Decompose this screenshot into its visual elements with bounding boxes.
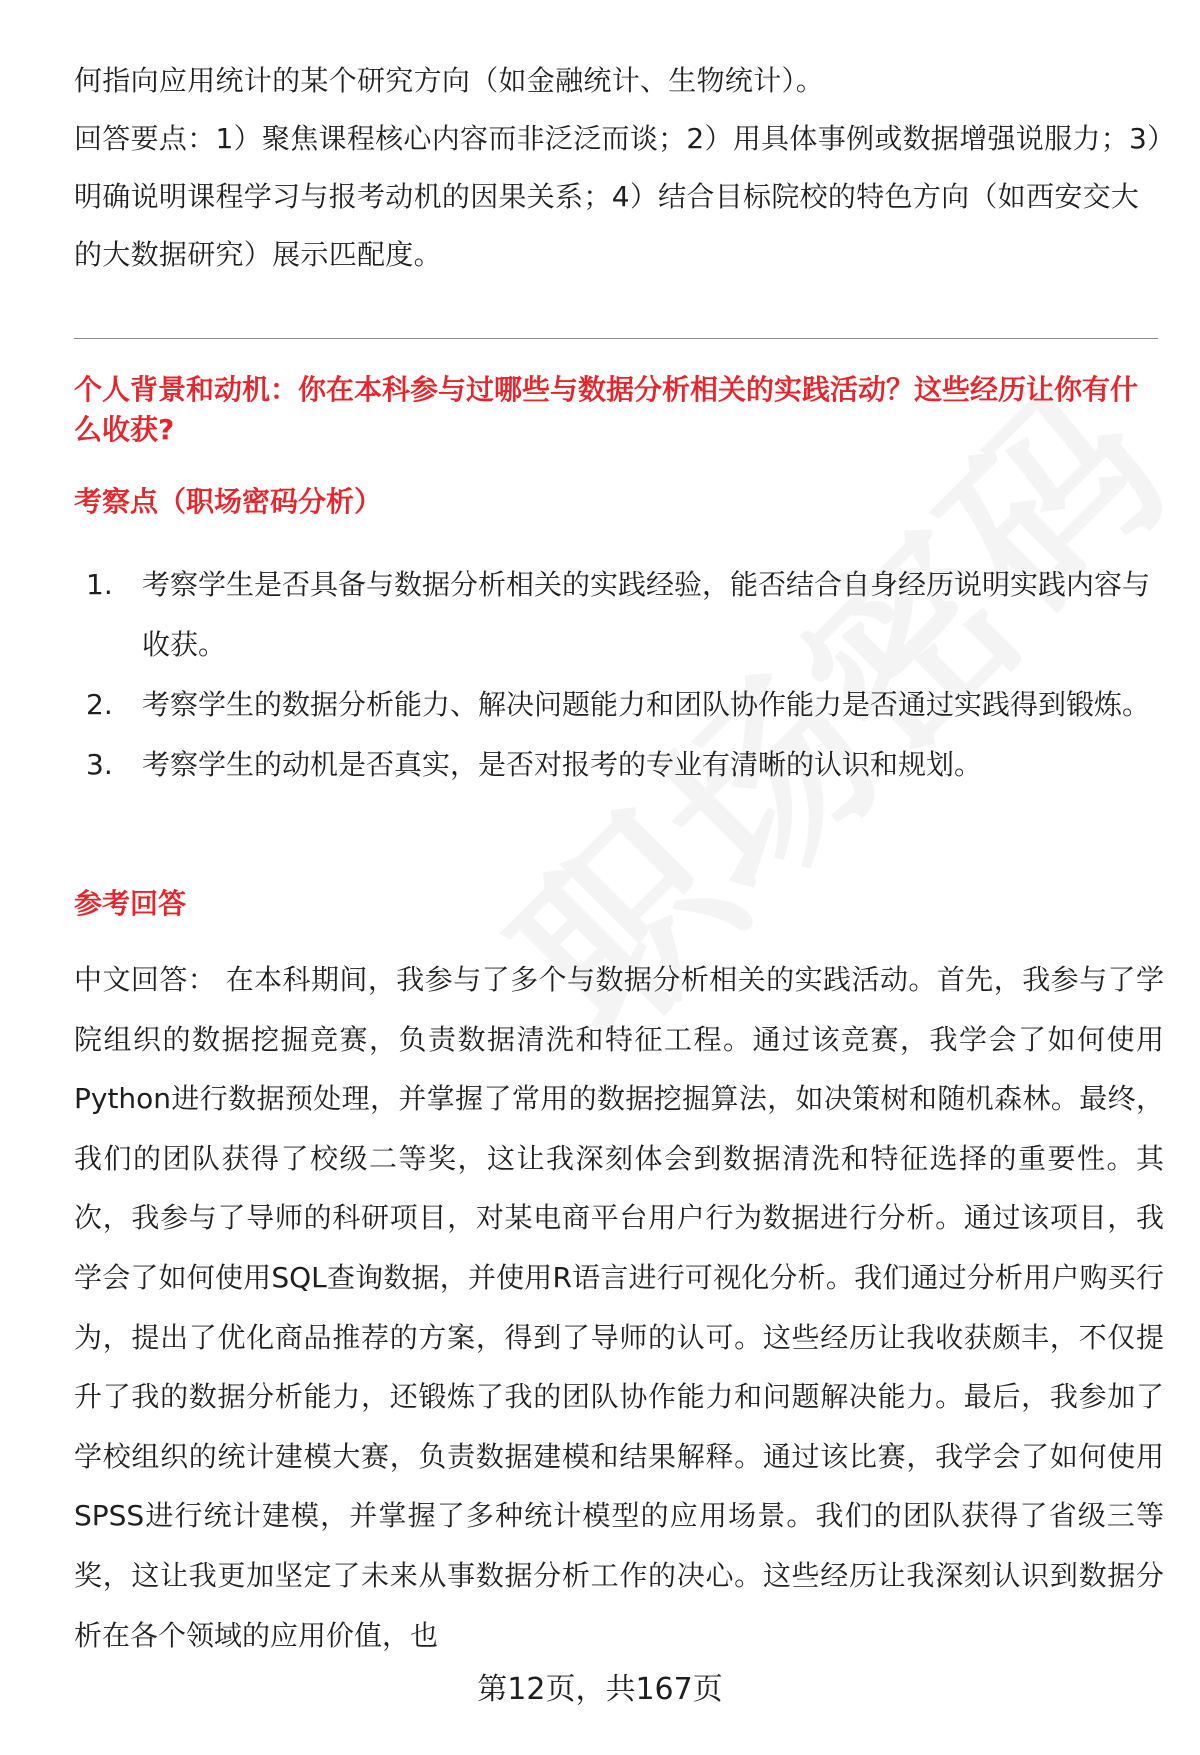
page-footer: 第12页，共167页 <box>477 1672 723 1707</box>
section-divider <box>74 338 1158 339</box>
list-text: 考察学生是否具备与数据分析相关的实践经验，能否结合自身经历说明实践内容与收获。 <box>142 568 1151 661</box>
list-item <box>74 735 1164 795</box>
list-item <box>74 555 1164 675</box>
list-text: 考察学生的动机是否真实，是否对报考的专业有清晰的认识和规划。 <box>142 748 983 781</box>
list-number: 1. <box>86 568 113 601</box>
intro-line: 何指向应用统计的某个研究方向（如金融统计、生物统计）。 <box>74 64 825 97</box>
intro-section <box>74 52 1164 284</box>
list-number: 3. <box>86 748 113 781</box>
assessment-heading: 考察点（职场密码分析） <box>74 485 383 518</box>
question-heading: 个人背景和动机：你在本科参与过哪些与数据分析相关的实践活动？这些经历让你有什么收获? <box>74 373 1139 446</box>
list-number: 2. <box>86 688 113 721</box>
list-item <box>74 675 1164 735</box>
answer-points-paragraph: 回答要点：1）聚焦课程核心内容而非泛泛而谈；2）用具体事例或数据增强说服力；3）明确说明课程学习与报考动机的因果关系；4）结合目标院校的特色方向（如西安交大的大数据研究）展示匹配度。 <box>74 122 1162 271</box>
reference-answer-paragraph: 中文回答： 在本科期间，我参与了多个与数据分析相关的实践活动。首先，我参与了学院组织的数据挖掘竞赛，负责数据清洗和特征工程。通过该竞赛，我学会了如何使用Python进行数据预处理，并掌握了常用的数据挖掘算法，如决策树和随机森林。最终，我们的团队获得了校级二等奖，这让我深刻体会到数据清洗和特征选择的重要性。其次，我参与了导师的科研项目，对某电商平台用户行为数据进行分析。通过该项目，我学会了如何使用SQL查询数据，并使用R语言进行可视化分析。我们通过分析用户购买行为，提出了优化商品推荐的方案，得到了导师的认可。这些经历让我收获颇丰，不仅提升了我的数据分析能力，还锻炼了我的团队协作能力和问题解决能力。最后，我参加了学校组织的统计建模大赛，负责数据建模和结果解释。通过该比赛，我学会了如何使用SPSS进行统计建模，并掌握了多种统计模型的应用场景。我们的团队获得了省级三等奖，这让我更加坚定了未来从事数据分析工作的决心。这些经历让我深刻认识到数据分析在各个领域的应用价值，也 <box>74 963 1164 1652</box>
reference-heading: 参考回答 <box>74 887 187 920</box>
assessment-list <box>74 555 1164 795</box>
list-text: 考察学生的数据分析能力、解决问题能力和团队协作能力是否通过实践得到锻炼。 <box>142 688 1151 721</box>
